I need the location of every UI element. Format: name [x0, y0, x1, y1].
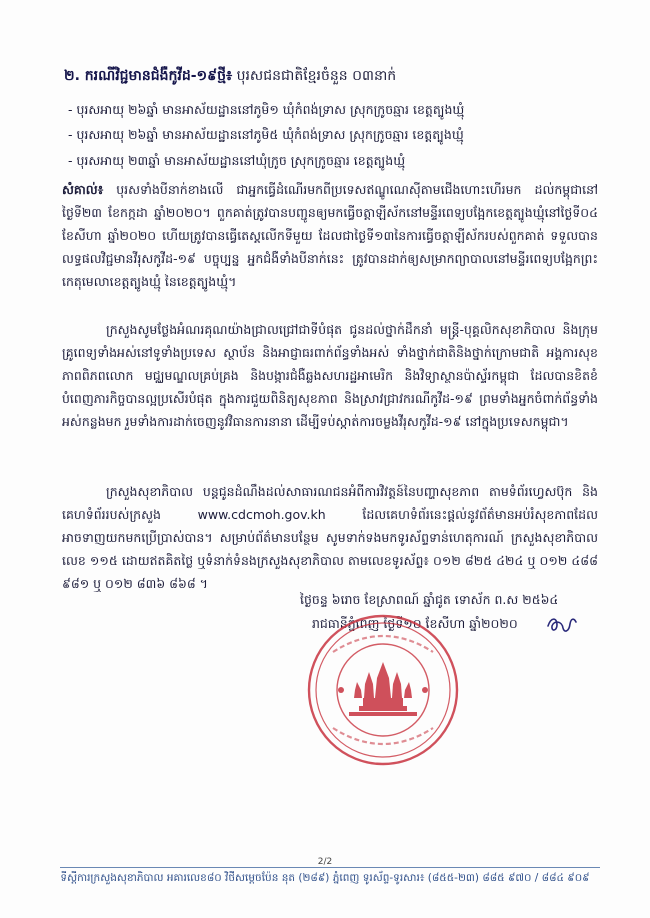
solar-date: រាជធានីភ្នំពេញ ថ្ងៃទី១០ ខែសីហា ឆ្នាំ២០២០	[312, 616, 518, 631]
note-paragraph	[62, 178, 598, 293]
section-heading-lead: ២. ករណីវិជ្ជមានជំងឺកូវីដ-១៩ថ្មី៖	[64, 68, 233, 84]
case-item: - បុរសអាយុ ២៣ឆ្នាំ មានអាស័យដ្ឋាននៅឃុំក្រូច ស្រុកក្រូចឆ្មារ ខេត្តត្បូងឃ្មុំ	[68, 153, 406, 168]
footer-address: ទីស្តីការក្រសួងសុខាភិបាល អគារលេខ៨០ វិថីសម្តេចប៉ែន នុត (២៨៩) ភ្នំពេញ ទូរស័ព្ទ-ទូរសារ៖ (៨៥៥-២៣) ៨៨៥ ៩៧០ / ៨៨៤ ៩០៩	[60, 872, 590, 884]
note-label: សំគាល់៖	[62, 182, 104, 197]
case-item: - បុរសអាយុ ២៦ឆ្នាំ មានអាស័យដ្ឋាននៅភូមិ១ ឃុំកំពង់ទ្រាស ស្រុកក្រូចឆ្មារ ខេត្តត្បូងឃ្មុំ	[68, 102, 465, 117]
note-text: បុរសទាំងបីនាក់ខាងលើ ជាអ្នកធ្វើដំណើរមកពីប្រទេសឥណ្ឌូណេស៊ីតាមជើងហោះហើរមក ដល់កម្ពុជានៅថ្ងៃទី២៣ ខែកក្កដា ឆ្នាំ២០២០។ ពួកគាត់ត្រូវបានបញ្ជូនឲ្យមកធ្វើចត្តាឡីស័កនៅមន្ទីរពេទ្យបង្អែកខេត្តត្បូងឃ្មុំនៅថ្ងៃទី០៤ ខែសីហា ឆ្នាំ២០២០ ហើយត្រូវបានធ្វើតេស្តលើកទីមួយ ដែលជាថ្ងៃទី១៣នៃការធ្វើចត្តាឡីស័ករបស់ពួកគាត់ ទទួលបានលទ្ធផលវិជ្ជមានវីរុសកូវីដ-១៩ បច្ចុប្បន្ន អ្នកជំងឺទាំងបីនាក់នេះ ត្រូវបានដាក់ឲ្យសម្រាកព្យាបាលនៅមន្ទីរពេទ្យបង្អែកព្រះកេតុមេលាខេត្តត្បូងឃ្មុំ នៃខេត្តត្បូងឃ្មុំ។	[62, 182, 598, 289]
ministry-seal	[305, 612, 461, 768]
section-heading-detail: បុរសជនជាតិខ្មែរចំនួន ០៣នាក់	[236, 68, 397, 84]
case-item: - បុរសអាយុ ២៦ឆ្នាំ មានអាស័យដ្ឋាននៅភូមិ៥ ឃុំកំពង់ទ្រាស ស្រុកក្រូចឆ្មារ ខេត្តត្បូងឃ្មុំ	[68, 127, 464, 142]
footer-divider	[60, 867, 600, 868]
acknowledgement-paragraph: ក្រសួងសូមថ្លែងអំណរគុណយ៉ាងជ្រាលជ្រៅជាទីបំផុត ជូនដល់ថ្នាក់ដឹកនាំ មន្ត្រី-បុគ្គលិកសុខាភិបាល និងក្រុមគ្រូពេទ្យទាំងអស់នៅទូទាំងប្រទេស ស្ថាប័ន និងអាជ្ញាធរពាក់ព័ន្ធទាំងអស់ ទាំងថ្នាក់ជាតិនិងថ្នាក់ក្រោមជាតិ អង្គការសុខភាពពិភពលោក មជ្ឈមណ្ឌលគ្រប់គ្រង និងបង្ការជំងឺឆ្លងសហរដ្ឋអាមេរិក និងវិទ្យាស្ថានប៉ាស្ទ័រកម្ពុជា ដែលបានខិតខំបំពេញភារកិច្ចបានល្អប្រសើរបំផុត ក្នុងការជួយពិនិត្យសុខភាព និងស្រាវជ្រាវករណីកូវីដ-១៩ ព្រមទាំងអ្នកចំពាក់ព័ន្ធទាំងអស់កន្លងមក រួមទាំងការដាក់ចេញនូវវិធានការនានា ដើម្បីទប់ស្កាត់ការចម្លងវីរុសកូវីដ-១៩ នៅក្នុងប្រទេសកម្ពុជា។	[62, 322, 598, 429]
section-heading	[64, 66, 604, 86]
information-paragraph: ក្រសួងសុខាភិបាល បន្តជូនដំណឹងដល់សាធារណជនអំពីការវិវត្តន៍នៃបញ្ហាសុខភាព តាមទំព័រហ្វេសប៊ុក និងគេហទំព័ររបស់ក្រសួង www.cdcmoh.gov.kh ដែលគេហទំព័រនេះផ្តល់នូវព័ត៌មានអប់រំសុខភាពដែលអាចទាញយកមកប្រើប្រាស់បាន។ សម្រាប់ព័ត៌មានបន្ថែម សូមទាក់ទងមកទូរស័ព្ទទាន់ហេតុការណ៍ ក្រសួងសុខាភិបាល លេខ ១១៥ ដោយឥតគិតថ្លៃ ឬទំនាក់ទំនងក្រសួងសុខាភិបាល តាមលេខទូរស័ព្ទ៖ ០១២ ៨២៥ ៤២៤ ឬ ០១២ ៤៨៨ ៩៨១ ឬ ០១២ ៨៣៦ ៨៦៨ ។	[62, 484, 598, 591]
page-number: 2/2	[317, 857, 333, 867]
lunar-date: ថ្ងៃចន្ទ ៦រោច ខែស្រាពណ៍ ឆ្នាំជូត ទោស័ក ព.ស ២៥៦៤	[300, 592, 559, 607]
signature	[545, 612, 579, 638]
